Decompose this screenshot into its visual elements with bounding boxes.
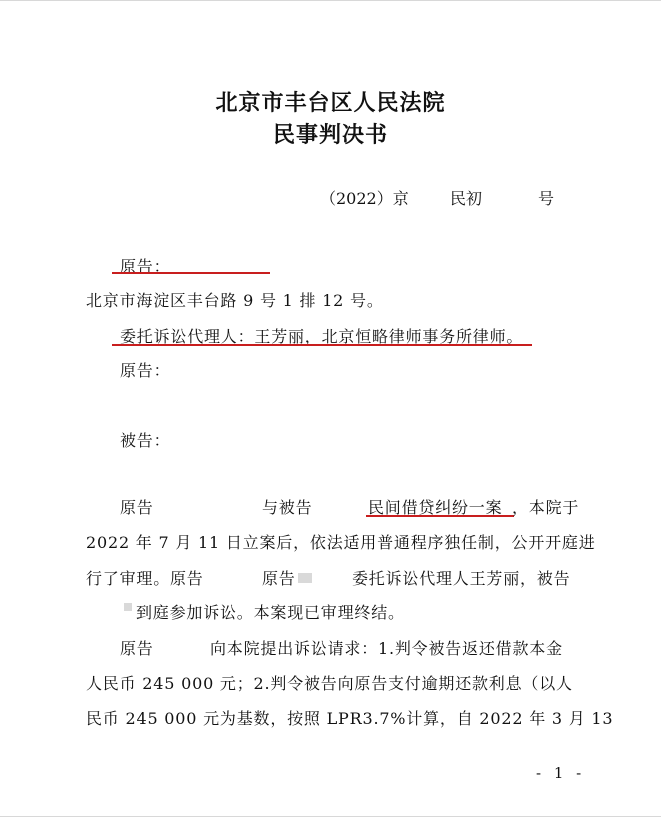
page-bottom-border — [0, 816, 661, 817]
case-number-suffix: 号 — [538, 189, 555, 208]
p1-court-accepted: ，本院于 — [512, 498, 580, 517]
p1-line-4: 到庭参加诉讼。本案现已审理终结。 — [136, 603, 405, 622]
p1-line-2: 2022 年 7 月 11 日立案后，依法适用普通程序独任制，公开开庭进 — [86, 533, 596, 552]
page-top-border — [0, 0, 661, 1]
p1-with-defendant: 与被告 — [262, 498, 313, 517]
p1-case-type: 民间借贷纠纷一案 — [368, 498, 503, 517]
defendant-label: 被告： — [120, 431, 171, 450]
p2-claims-start: 向本院提出诉讼请求：1.判令被告返还借款本金 — [210, 639, 563, 658]
agent-line: 委托诉讼代理人：王芳丽，北京恒略律师事务所律师。 — [120, 327, 524, 346]
case-number-middle: 民初 — [450, 189, 483, 208]
p1-plaintiff-word: 原告 — [120, 498, 154, 517]
redaction-mark — [298, 573, 312, 583]
plaintiff-label: 原告： — [120, 257, 171, 276]
p1-line-3-b: 原告 — [262, 569, 296, 588]
document-type-title: 民事判决书 — [272, 122, 388, 148]
case-type-annotation-underline — [366, 515, 514, 517]
p2-line-3: 民币 245 000 元为基数，按照 LPR3.7%计算，自 2022 年 3 月 13 — [86, 709, 614, 728]
plaintiff-address: 北京市海淀区丰台路 9 号 1 排 12 号。 — [86, 291, 384, 310]
case-number-year: （2022）京 — [320, 189, 409, 208]
p2-plaintiff-word: 原告 — [120, 639, 154, 658]
redaction-mark-2 — [124, 603, 132, 611]
page-number: - 1 - — [536, 764, 586, 782]
plaintiff-label-2: 原告： — [120, 361, 171, 380]
p2-line-2: 人民币 245 000 元；2.判令被告向原告支付逾期还款利息（以人 — [86, 674, 573, 693]
plaintiff-annotation-underline — [112, 272, 270, 274]
p1-line-3-a: 行了审理。原告 — [86, 569, 204, 588]
court-name-title: 北京市丰台区人民法院 — [215, 90, 446, 116]
agent-annotation-underline — [112, 344, 532, 346]
p1-line-3-c: 委托诉讼代理人王芳丽，被告 — [352, 569, 571, 588]
